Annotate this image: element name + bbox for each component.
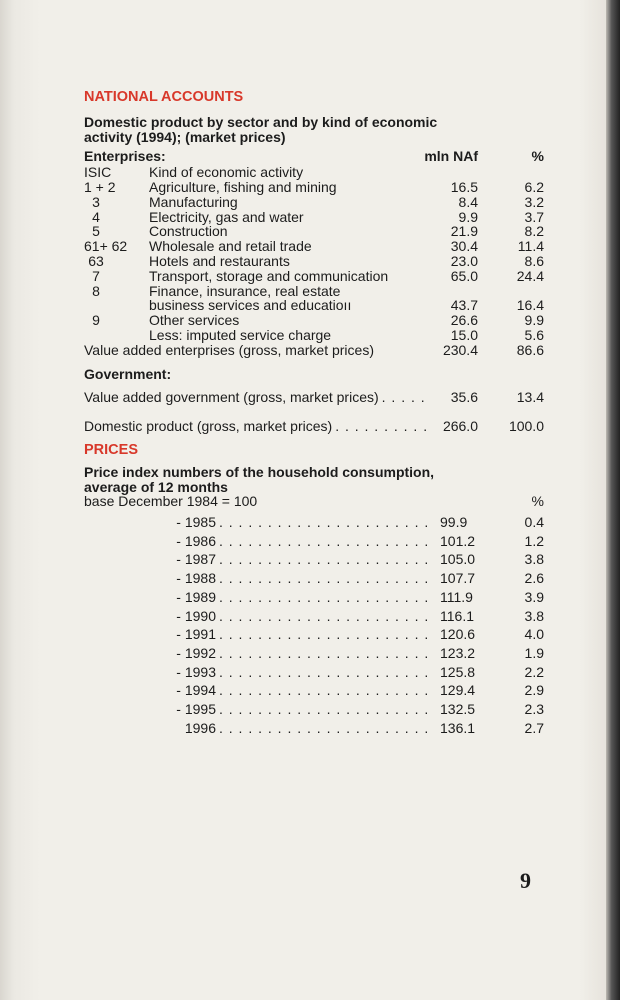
price-row [120,589,544,605]
isic-code: 63 [88,253,104,269]
value-mln: 30.4 [450,238,478,255]
leader-dots: . . . . . . . . . . . . . . . . . . . . . . [219,551,430,568]
year-label: - 1985 [176,514,216,530]
value-added-enterprises-mln: 230.4 [442,342,478,358]
column-header-mln: mln NAf [424,148,478,164]
price-row [120,570,544,586]
value-mln: 16.5 [450,179,478,195]
value-pct: 16.4 [516,297,544,314]
value-pct: 24.4 [516,267,544,284]
isic-code: 9 [92,312,100,329]
year-label: - 1994 [176,682,216,699]
isic-code: 3 [92,193,100,210]
price-change-pct: 2.7 [524,719,544,736]
value-pct: 9.9 [524,312,544,329]
leader-dots: . . . . . . . . . . . . . . . . . . . . . . [219,607,430,624]
domestic-product-row [84,418,544,434]
year-label: - 1995 [176,701,216,717]
section-heading-national-accounts: NATIONAL ACCOUNTS [84,89,244,105]
activity-header: Kind of economic activity [149,164,304,180]
table-title-line2: activity (1994); (market prices) [84,129,286,145]
price-index-value: 111.9 [440,588,473,605]
value-mln: 43.7 [450,297,478,314]
price-change-pct: 2.6 [524,570,544,587]
activity-label: Other services [149,312,240,329]
year-label: - 1987 [176,551,216,568]
isic-code: 4 [92,208,100,225]
leader-dots: . . . . . . . . . . . . . . . . . . . . . . [219,682,430,699]
price-change-pct: 3.8 [524,607,544,624]
leader-dots: . . . . . . . . . . . . . . . . . . . . . . [219,663,430,680]
value-pct: 8.6 [524,253,544,269]
page-edge [606,0,620,1000]
prices-title-line2: average of 12 months [84,479,228,495]
price-index-value: 99.9 [440,514,468,530]
price-index-value: 125.8 [440,663,476,680]
price-index-value: 123.2 [440,644,476,661]
price-change-pct: 1.2 [524,532,544,549]
value-added-government-label: Value added government (gross, market prices) [84,389,379,405]
section-heading-prices: PRICES [84,442,138,458]
price-row [120,720,544,736]
leader-dots: . . . . . . . . . . . . . . . . . . . . . . [219,644,430,661]
price-row [120,682,544,698]
domestic-product-label: Domestic product (gross, market prices) [84,418,333,434]
isic-code: 61+ 62 [84,238,128,255]
page-number: 9 [520,868,531,893]
isic-code: 8 [92,282,100,299]
value-pct: 8.2 [524,223,544,240]
activity-label: Wholesale and retail trade [149,238,312,255]
year-label: 1996 [184,719,216,736]
prices-column-header-pct: % [531,493,544,509]
price-index-value: 120.6 [440,626,476,643]
price-row [120,664,544,680]
price-change-pct: 4.0 [524,626,544,643]
leader-dots: . . . . . . . . . . . . . . . . . . . . . . [219,719,430,736]
leader-dots: . . . . . . . . . . . . . . . . . . . . . . [219,532,430,549]
value-pct: 3.2 [524,193,544,210]
value-added-enterprises-label: Value added enterprises (gross, market prices) [84,342,374,358]
value-pct: 6.2 [524,179,544,195]
value-pct: 3.7 [524,208,544,225]
price-row [120,626,544,642]
price-change-pct: 2.2 [524,663,544,680]
price-row [120,533,544,549]
price-change-pct: 3.9 [524,588,544,605]
price-index-value: 101.2 [440,532,476,549]
domestic-product-mln: 266.0 [442,418,478,434]
value-pct: 11.4 [517,238,544,255]
government-label: Government: [84,366,172,382]
value-mln: 65.0 [450,267,478,284]
prices-title-line1: Price index numbers of the household consumption, [84,464,435,480]
value-added-government-pct: 13.4 [516,389,544,405]
value-added-enterprises-pct: 86.6 [516,342,544,358]
price-index-value: 116.1 [440,607,474,624]
value-mln: 23.0 [450,253,478,269]
activity-label: Agriculture, fishing and mining [149,179,337,195]
year-label: - 1991 [176,626,216,643]
year-label: - 1989 [176,588,216,605]
price-change-pct: 0.4 [524,514,544,530]
leader-dots: . . . . . . . . . . . . . . . . . . . . . . [219,701,430,717]
value-mln: 26.6 [450,312,478,329]
year-label: - 1993 [176,663,216,680]
price-index-value: 132.5 [440,701,476,717]
price-index-value: 107.7 [440,570,476,587]
price-change-pct: 2.3 [524,701,544,717]
year-label: - 1990 [176,607,216,624]
value-mln: 21.9 [450,223,478,240]
price-row [120,701,544,717]
price-row [120,645,544,661]
activity-label: Finance, insurance, real estate [149,282,341,299]
activity-label: Construction [149,223,228,240]
leader-dots: . . . . . . . . . . . . . . . . . . . . . . [219,570,430,587]
year-label: - 1988 [176,570,216,587]
value-pct: 5.6 [524,327,544,343]
activity-label: Manufacturing [149,193,238,210]
year-label: - 1986 [176,532,216,549]
enterprises-label: Enterprises: [84,148,166,164]
leader-dots: . . . . . . . . . . [335,418,429,434]
activity-label: Hotels and restaurants [149,253,290,269]
value-mln: 15.0 [450,327,478,343]
value-mln: 9.9 [458,208,478,225]
activity-label: business services and educatioıı [149,297,352,314]
activity-label: Transport, storage and communication [149,267,389,284]
value-added-government-mln: 35.6 [450,389,478,405]
isic-code: 7 [92,267,100,284]
domestic-product-pct: 100.0 [508,418,544,434]
price-change-pct: 2.9 [524,682,544,699]
prices-base: base December 1984 = 100 [84,493,258,509]
isic-header: ISIC [84,164,112,180]
value-mln: 8.4 [458,193,478,210]
price-change-pct: 1.9 [524,644,544,661]
leader-dots: . . . . . . . . . . . . . . . . . . . . . . [219,514,430,530]
year-label: - 1992 [176,644,216,661]
leader-dots: . . . . . . . . . . . . . . . . . . . . . . [219,588,430,605]
price-row [120,608,544,624]
isic-code: 1 + 2 [84,179,116,195]
price-change-pct: 3.8 [524,551,544,568]
price-index-value: 136.1 [440,719,476,736]
column-header-pct: % [531,148,544,164]
price-index-value: 105.0 [440,551,476,568]
activity-label: Electricity, gas and water [149,208,304,225]
price-index-value: 129.4 [440,682,476,699]
table-title-line1: Domestic product by sector and by kind of economic [84,114,438,130]
leader-dots: . . . . . [381,389,426,405]
price-row [120,551,544,567]
activity-label: Less: imputed service charge [149,327,332,343]
price-row [120,514,544,530]
value-added-government-row [84,389,544,405]
isic-code: 5 [92,223,100,240]
leader-dots: . . . . . . . . . . . . . . . . . . . . . . [219,626,430,643]
